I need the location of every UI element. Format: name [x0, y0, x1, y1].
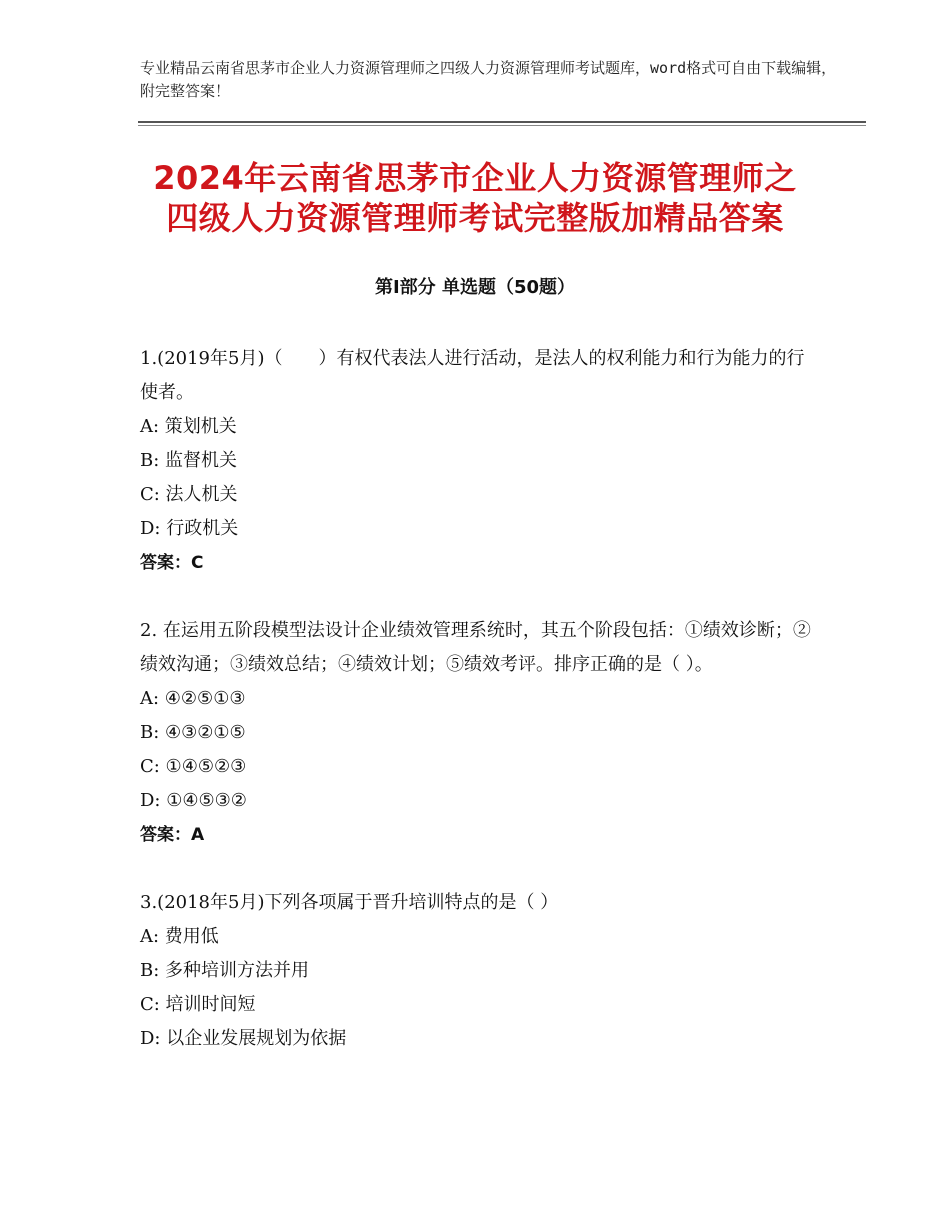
question-text: 3.(2018年5月)下列各项属于晋升培训特点的是（ ） [140, 892, 559, 913]
option-d: D: ①④⑤③② [140, 790, 247, 811]
question-text: 2. 在运用五阶段模型法设计企业绩效管理系统时，其五个阶段包括：①绩效诊断；②绩效沟通；③绩效总结；④绩效计划；⑤绩效考评。排序正确的是（ ）。 [140, 620, 811, 675]
option-c: C: 法人机关 [140, 484, 238, 505]
option-a: A: 策划机关 [140, 416, 237, 437]
question-1 [140, 342, 820, 580]
option-d: D: 行政机关 [140, 518, 239, 539]
question-2 [140, 614, 820, 852]
title-line-1: 2024年云南省思茅市企业人力资源管理师之 [153, 159, 797, 197]
section-title: 第Ⅰ部分 单选题（50题） [374, 277, 575, 298]
header-divider [138, 121, 866, 123]
option-c: C: 培训时间短 [140, 994, 256, 1015]
option-b: B: 多种培训方法并用 [140, 960, 310, 981]
document-title [100, 158, 850, 238]
answer: 答案：C [140, 553, 204, 573]
header-divider-thin [138, 125, 866, 126]
option-b: B: 监督机关 [140, 450, 238, 471]
option-a: A: 费用低 [140, 926, 219, 947]
option-d: D: 以企业发展规划为依据 [140, 1028, 347, 1049]
option-c: C: ①④⑤②③ [140, 756, 247, 777]
title-line-2: 四级人力资源管理师考试完整版加精品答案 [166, 199, 784, 237]
header-note: 专业精品云南省思茅市企业人力资源管理师之四级人力资源管理师考试题库，word格式可自由下载编辑，附完整答案！ [140, 59, 837, 100]
question-3 [140, 886, 820, 1056]
answer: 答案：A [140, 825, 205, 845]
option-b: B: ④③②①⑤ [140, 722, 246, 743]
option-a: A: ④②⑤①③ [140, 688, 246, 709]
question-text: 1.(2019年5月)（ ）有权代表法人进行活动，是法人的权利能力和行为能力的行使者。 [140, 348, 805, 403]
question-list [140, 342, 820, 1090]
